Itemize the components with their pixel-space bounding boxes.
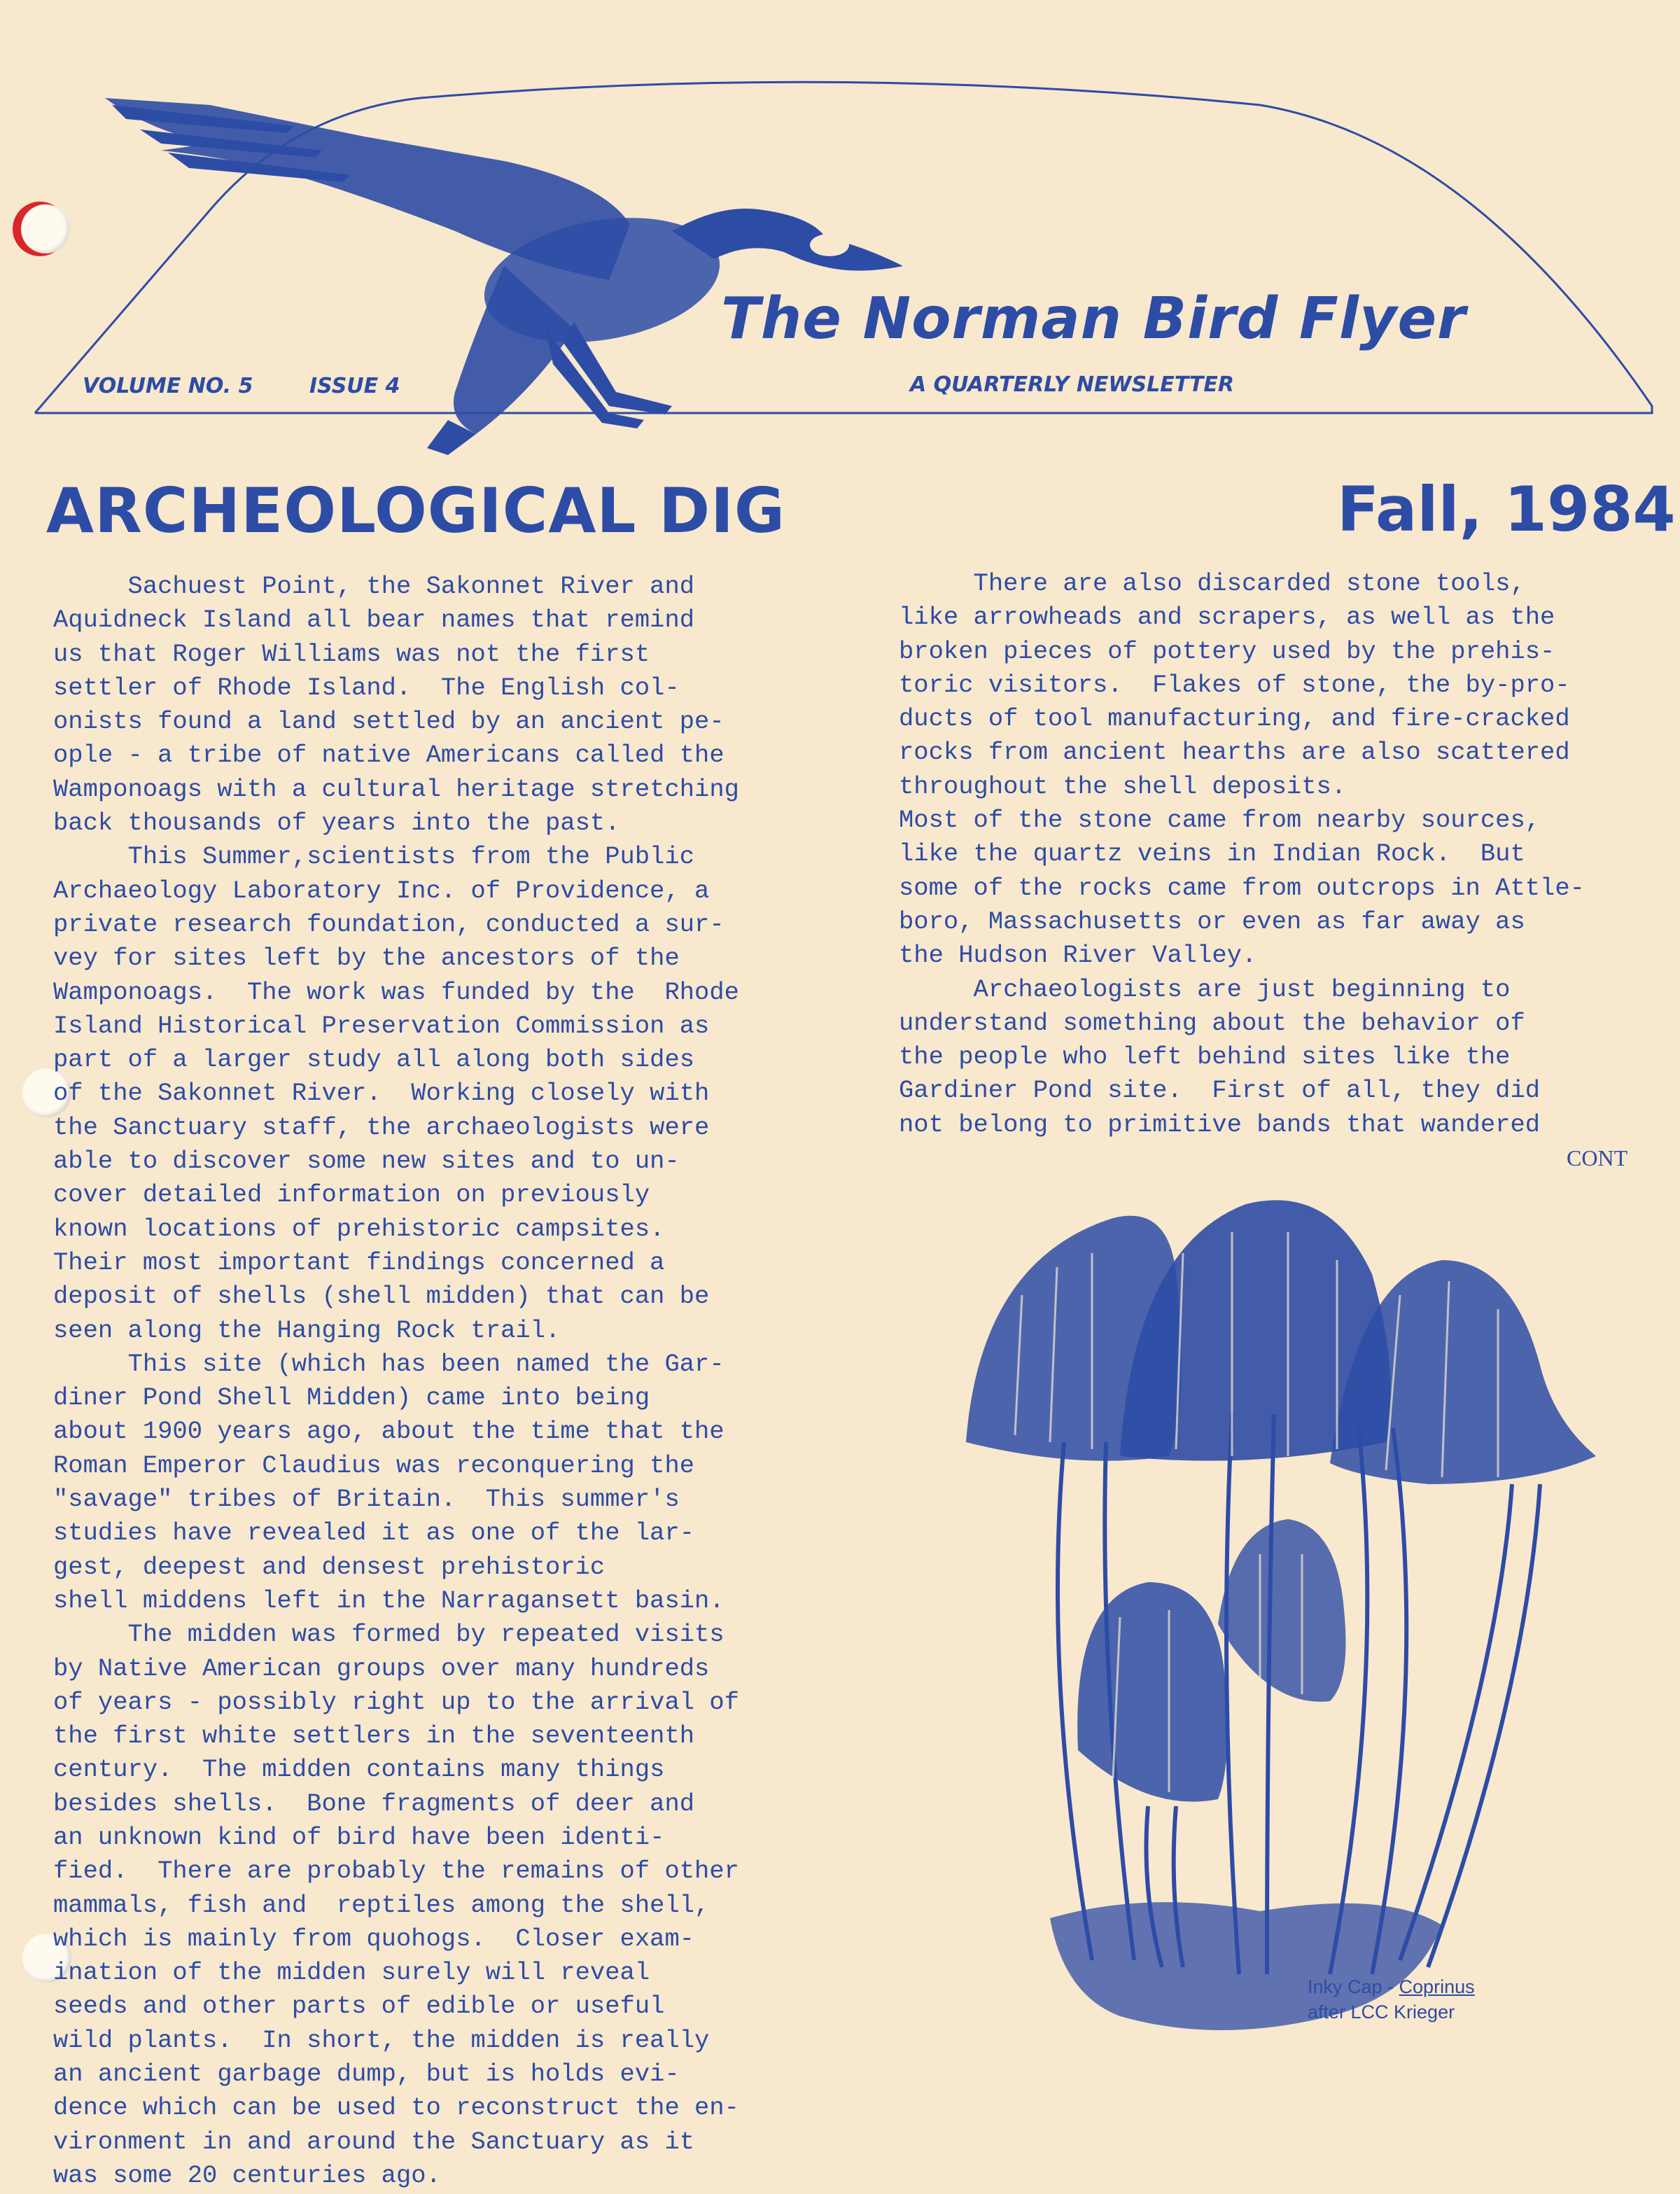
article-line: boro, Massachusetts or even as far away as bbox=[899, 907, 1525, 936]
article-line: "savage" tribes of Britain. This summer's bbox=[53, 1485, 680, 1514]
article-line: studies have revealed it as one of the lar- bbox=[53, 1518, 695, 1548]
article-line: like the quartz veins in Indian Rock. But bbox=[899, 839, 1525, 869]
article-line: Archaeologists are just beginning to bbox=[899, 974, 1511, 1004]
caption-scientific-name: Coprinus bbox=[1399, 1976, 1475, 1997]
article-line: ination of the midden surely will reveal bbox=[53, 1958, 650, 1987]
goose-icon bbox=[105, 98, 903, 455]
article-line: understand something about the behavior of bbox=[899, 1008, 1525, 1037]
article-line: Gardiner Pond site. First of all, they did bbox=[899, 1076, 1541, 1105]
article-line: Island Historical Preservation Commission as bbox=[53, 1011, 710, 1040]
article-line: diner Pond Shell Midden) came into being bbox=[53, 1383, 650, 1413]
masthead-artwork bbox=[0, 0, 1680, 490]
caption-common-name: Inky Cap - bbox=[1308, 1976, 1399, 1997]
article-line: back thousands of years into the past. bbox=[53, 809, 620, 838]
article-line: some of the rocks came from outcrops in Attle- bbox=[899, 873, 1585, 902]
caption-credit: after LCC Krieger bbox=[1308, 2001, 1455, 2022]
article-line: broken pieces of pottery used by the prehis- bbox=[899, 636, 1555, 666]
article-line: part of a larger study all along both sides bbox=[53, 1045, 695, 1075]
newsletter-title: The Norman Bird Flyer bbox=[721, 286, 1466, 352]
article-line: onists found a land settled by an ancient pe- bbox=[53, 707, 724, 736]
article-line: seeds and other parts of edible or useful bbox=[53, 1992, 665, 2021]
article-line: by Native American groups over many hundreds bbox=[53, 1654, 710, 1683]
article-line: This site (which has been named the Gar- bbox=[53, 1349, 724, 1378]
article-line: toric visitors. Flakes of stone, the by-pro- bbox=[899, 670, 1570, 699]
article-line: deposit of shells (shell midden) that can be bbox=[53, 1282, 710, 1311]
article-line: which is mainly from quohogs. Closer exam- bbox=[53, 1924, 695, 1953]
newsletter-subtitle: A QUARTERLY NEWSLETTER bbox=[910, 372, 1234, 397]
issue-date: Fall, 1984 bbox=[1337, 473, 1676, 545]
inky-cap-mushroom-icon bbox=[938, 1190, 1596, 2100]
article-line: Aquidneck Island all bear names that remind bbox=[53, 606, 695, 635]
article-line: able to discover some new sites and to un- bbox=[53, 1147, 680, 1176]
article-line: ople - a tribe of native Americans called the bbox=[53, 741, 724, 770]
article-line: fied. There are probably the remains of other bbox=[53, 1857, 739, 1886]
article-line: of years - possibly right up to the arrival of bbox=[53, 1687, 739, 1717]
article-line: the Sanctuary staff, the archaeologists were bbox=[53, 1112, 710, 1142]
article-line: Roman Emperor Claudius was reconquering the bbox=[53, 1451, 695, 1480]
article-line: the Hudson River Valley. bbox=[899, 941, 1257, 970]
article-line: dence which can be used to reconstruct the en- bbox=[53, 2093, 739, 2123]
article-line: Wamponoags with a cultural heritage stretching bbox=[53, 774, 739, 804]
article-line: besides shells. Bone fragments of deer and bbox=[53, 1789, 695, 1818]
article-line: like arrowheads and scrapers, as well as the bbox=[899, 603, 1555, 632]
article-line: This Summer,scientists from the Public bbox=[53, 842, 695, 872]
article-line: settler of Rhode Island. The English col- bbox=[53, 673, 680, 702]
article-headline: ARCHEOLOGICAL DIG bbox=[46, 475, 786, 547]
article-line: seen along the Hanging Rock trail. bbox=[53, 1315, 561, 1345]
article-right-column bbox=[899, 567, 1585, 1142]
article-line: us that Roger Williams was not the first bbox=[53, 639, 650, 669]
article-line: gest, deepest and densest prehistoric bbox=[53, 1552, 606, 1581]
article-line: Sachuest Point, the Sakonnet River and bbox=[53, 572, 695, 601]
article-line: Archaeology Laboratory Inc. of Providence, a bbox=[53, 876, 710, 905]
article-line: the first white settlers in the seventeenth bbox=[53, 1721, 695, 1751]
article-line: private research foundation, conducted a sur- bbox=[53, 909, 724, 939]
article-line: not belong to primitive bands that wandered bbox=[899, 1110, 1541, 1139]
binder-hole bbox=[21, 204, 70, 253]
article-line: of the Sakonnet River. Working closely with bbox=[53, 1079, 710, 1108]
article-line: Their most important findings concerned a bbox=[53, 1248, 665, 1277]
article-line: vironment in and around the Sanctuary as it bbox=[53, 2127, 695, 2156]
article-line: throughout the shell deposits. bbox=[899, 771, 1347, 801]
article-line: vey for sites left by the ancestors of the bbox=[53, 944, 680, 973]
article-line: about 1900 years ago, about the time that the bbox=[53, 1417, 724, 1446]
article-line: mammals, fish and reptiles among the shell, bbox=[53, 1890, 710, 1920]
article-line: There are also discarded stone tools, bbox=[899, 569, 1525, 598]
article-line: shell middens left in the Narragansett basin. bbox=[53, 1586, 724, 1615]
article-line: ducts of tool manufacturing, and fire-cracked bbox=[899, 704, 1570, 734]
article-line: an ancient garbage dump, but is holds evi- bbox=[53, 2060, 680, 2089]
article-line: Most of the stone came from nearby sources, bbox=[899, 806, 1541, 835]
article-line: The midden was formed by repeated visits bbox=[53, 1620, 724, 1649]
article-line: the people who left behind sites like the bbox=[899, 1042, 1511, 1072]
article-line: wild plants. In short, the midden is really bbox=[53, 2025, 710, 2055]
article-left-column bbox=[53, 570, 739, 2193]
article-line: century. The midden contains many things bbox=[53, 1755, 665, 1784]
volume-number: VOLUME NO. 5 bbox=[83, 374, 253, 398]
article-line: Wamponoags. The work was funded by the Rhode bbox=[53, 977, 739, 1007]
issue-number: ISSUE 4 bbox=[309, 374, 400, 398]
article-line: known locations of prehistoric campsites. bbox=[53, 1214, 665, 1243]
article-line: cover detailed information on previously bbox=[53, 1180, 650, 1210]
article-line: an unknown kind of bird have been identi- bbox=[53, 1822, 665, 1852]
illustration-caption bbox=[1308, 1974, 1475, 2025]
article-line: rocks from ancient hearths are also scattered bbox=[899, 738, 1570, 767]
article-line: was some 20 centuries ago. bbox=[53, 2160, 441, 2190]
continued-label: CONT bbox=[1567, 1145, 1628, 1171]
